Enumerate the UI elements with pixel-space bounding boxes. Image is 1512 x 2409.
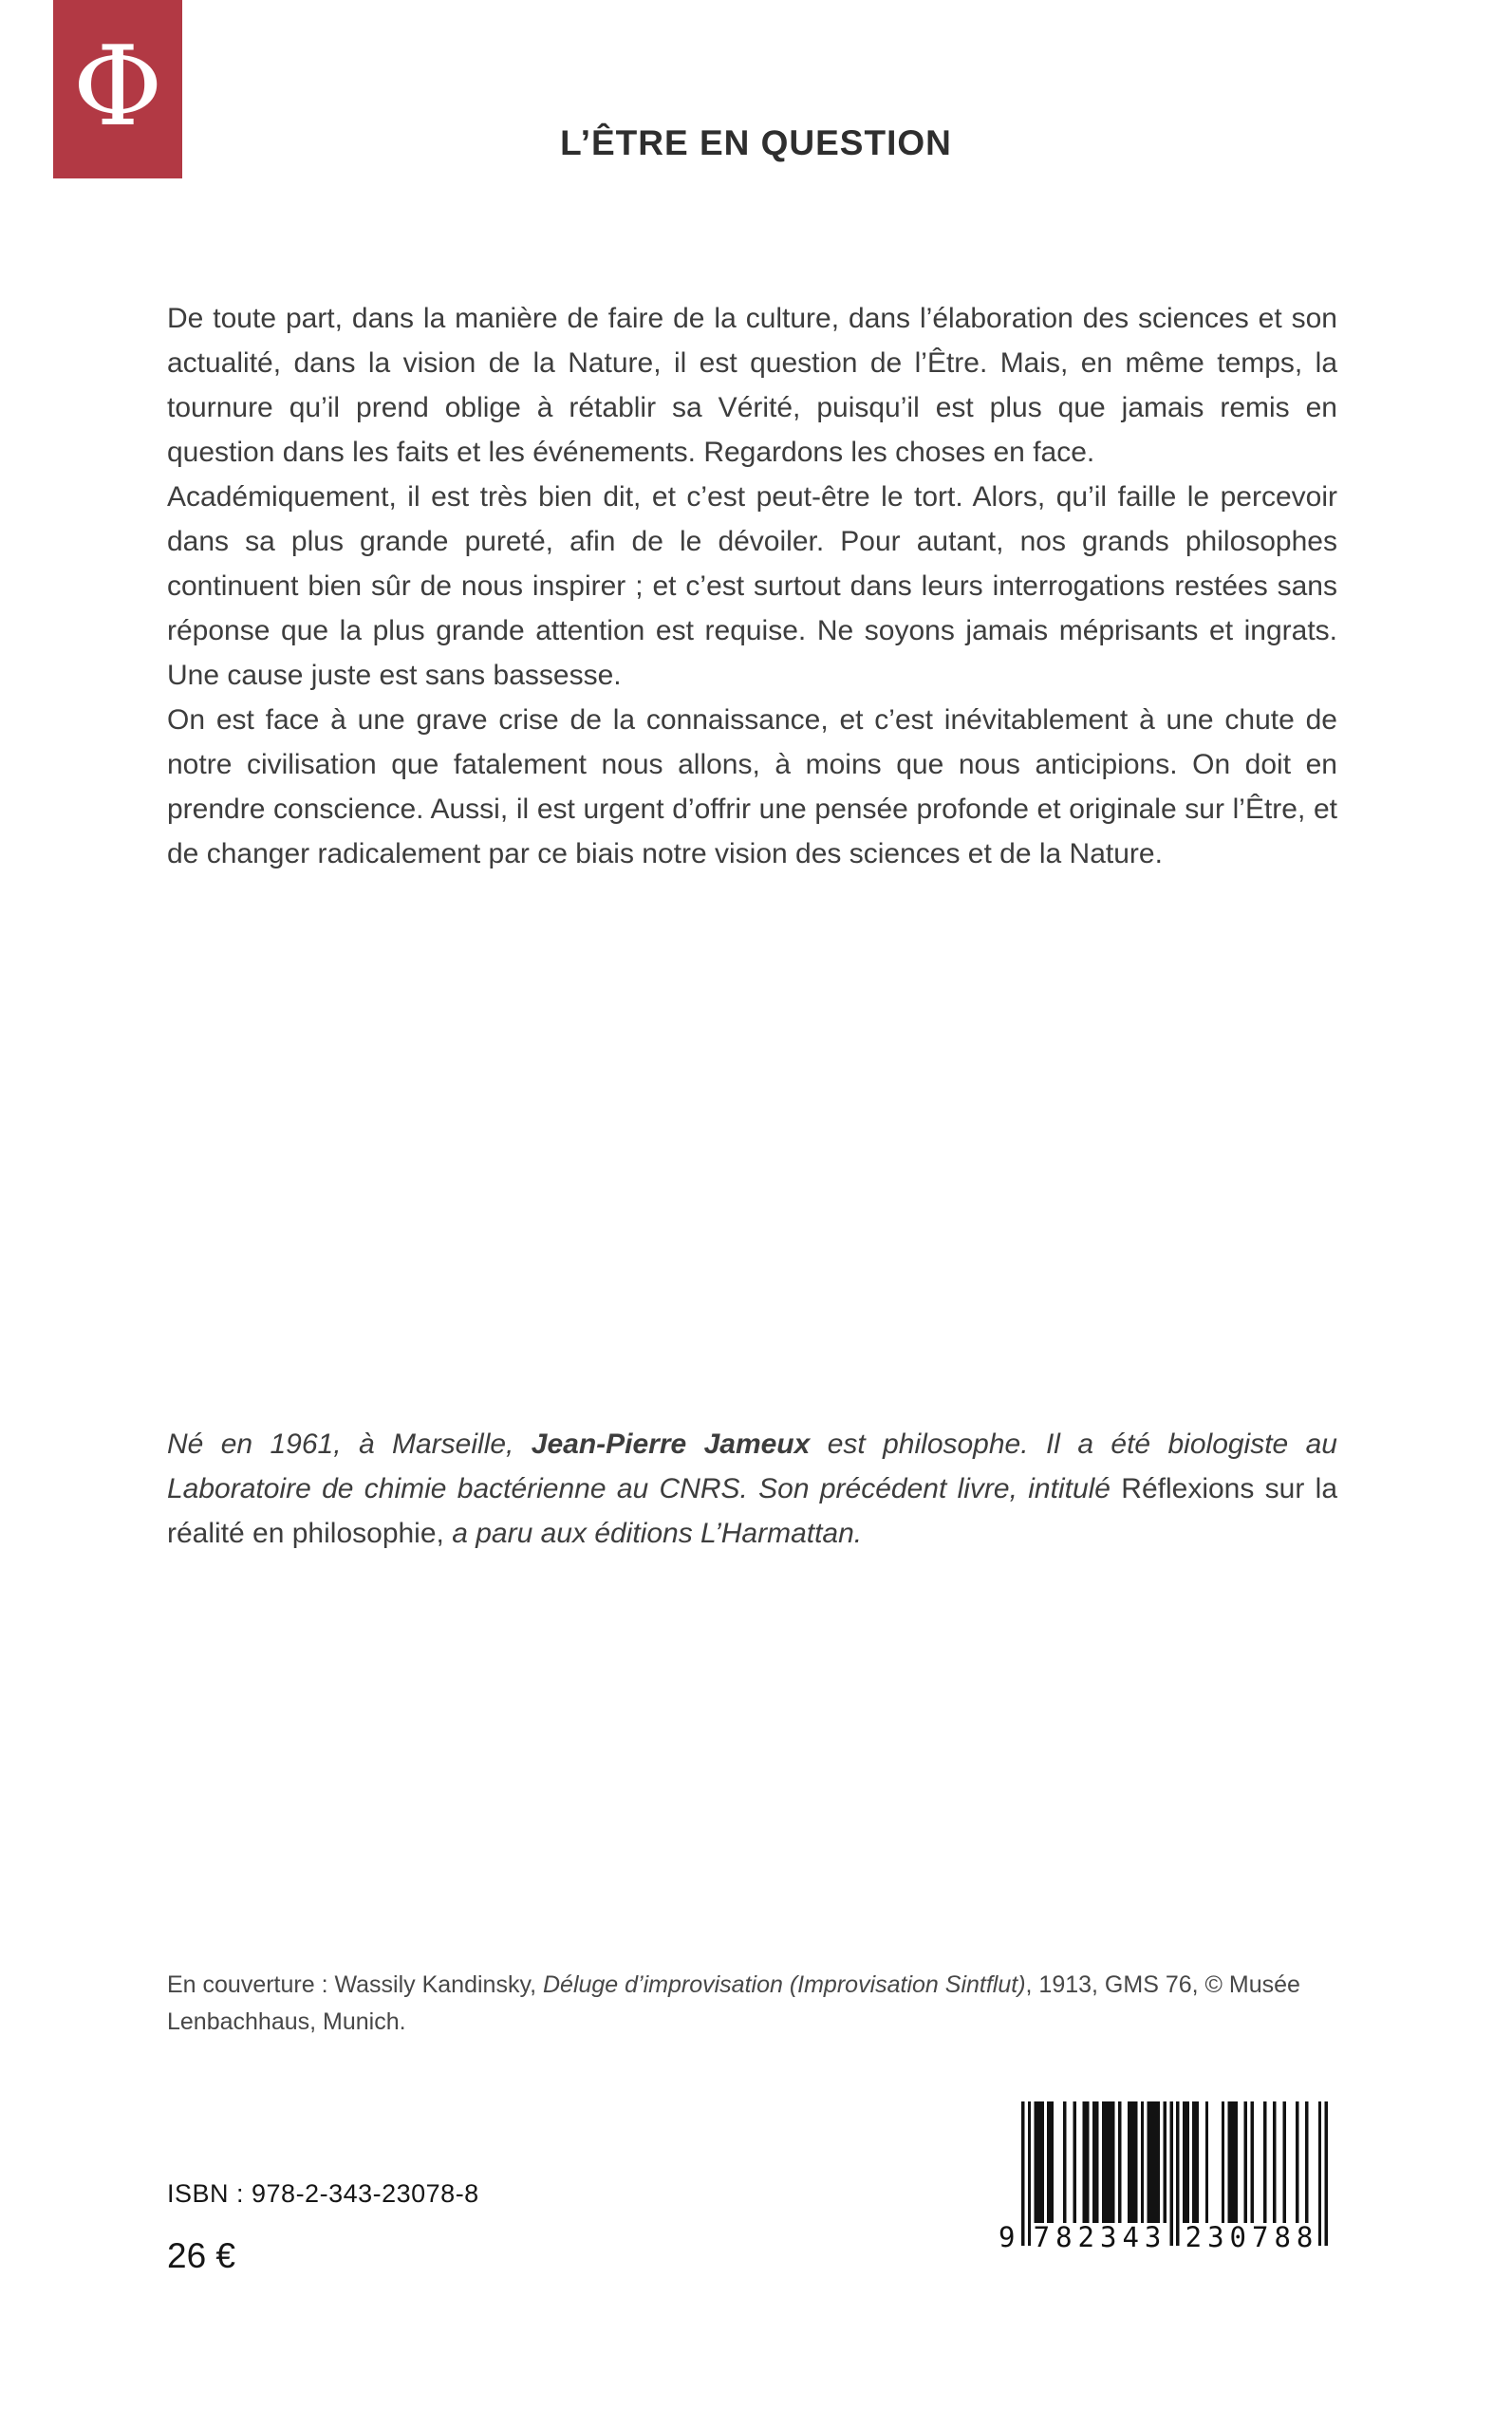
book-title: L’ÊTRE EN QUESTION xyxy=(560,123,952,162)
author-name: Jean-Pierre Jameux xyxy=(531,1429,811,1460)
synopsis-paragraph-2: Académiquement, il est très bien dit, et c’est peut-être le tort. Alors, qu’il faille le percevoir dans sa plus grande pureté, afin de le dévoiler. Pour autant, nos grands philosophes continuent bien sûr de nous inspirer ; et c’est surtout dans leurs interrogations restées sans réponse que la plus grande attention est requise. Ne soyons jamais méprisants et ingrats. Une cause juste est sans bassesse. xyxy=(167,481,1337,691)
isbn-number: ISBN : 978-2-343-23078-8 xyxy=(167,2179,479,2208)
credit-text-start: En couverture : Wassily Kandinsky, xyxy=(167,1971,543,1998)
artwork-title: Déluge d’improvisation (Improvisation Sintflut) xyxy=(542,1971,1026,1998)
barcode-inner xyxy=(999,2101,1331,2268)
synopsis-paragraph-1: De toute part, dans la manière de faire de la culture, dans l’élaboration des sciences et son actualité, dans la vision de la Nature, il est question de l’Être. Mais, en même temps, la tournure qu’il prend oblige à rétablir sa Vérité, puisqu’il est plus que jamais remis en question dans les faits et les événements. Regardons les choses en face. xyxy=(167,303,1337,468)
barcode-digits-left: 782343 xyxy=(1033,2221,1167,2253)
bio-text-end: a paru aux éditions L’Harmattan. xyxy=(443,1518,863,1549)
bio-text-middle: est philosophe. Il a été biologiste au Laboratoire de chimie bactérienne au CNRS. Son précédent livre, intitulé xyxy=(167,1429,1337,1504)
credit-text-end: , 1913, GMS 76, © Musée Lenbachhaus, Munich. xyxy=(167,1971,1300,2035)
barcode xyxy=(993,2088,1336,2289)
phi-logo-icon: Φ xyxy=(72,23,163,151)
bio-text-start: Né en 1961, à Marseille, xyxy=(167,1429,532,1460)
synopsis-text xyxy=(167,296,1337,876)
author-bio xyxy=(167,1422,1337,1556)
cover-art-credit xyxy=(167,1967,1337,2041)
previous-book-title: Réflexions sur la réalité en philosophie, xyxy=(167,1473,1338,1549)
author-bio-paragraph xyxy=(167,1422,1337,1556)
synopsis-paragraph-3: On est face à une grave crise de la connaissance, et c’est inévitablement à une chute de notre civilisation que fatalement nous allons, à moins que nous anticipions. On doit en prendre conscience. Aussi, il est urgent d’offrir une pensée profonde et originale sur l’Être, et de changer radicalement par ce biais notre vision des sciences et de la Nature. xyxy=(167,704,1337,869)
barcode-digits-right: 230788 xyxy=(1185,2221,1319,2253)
cover-art-credit-paragraph xyxy=(167,1967,1337,2041)
barcode-digit-first: 9 xyxy=(999,2221,1016,2253)
price: 26 € xyxy=(167,2236,236,2275)
